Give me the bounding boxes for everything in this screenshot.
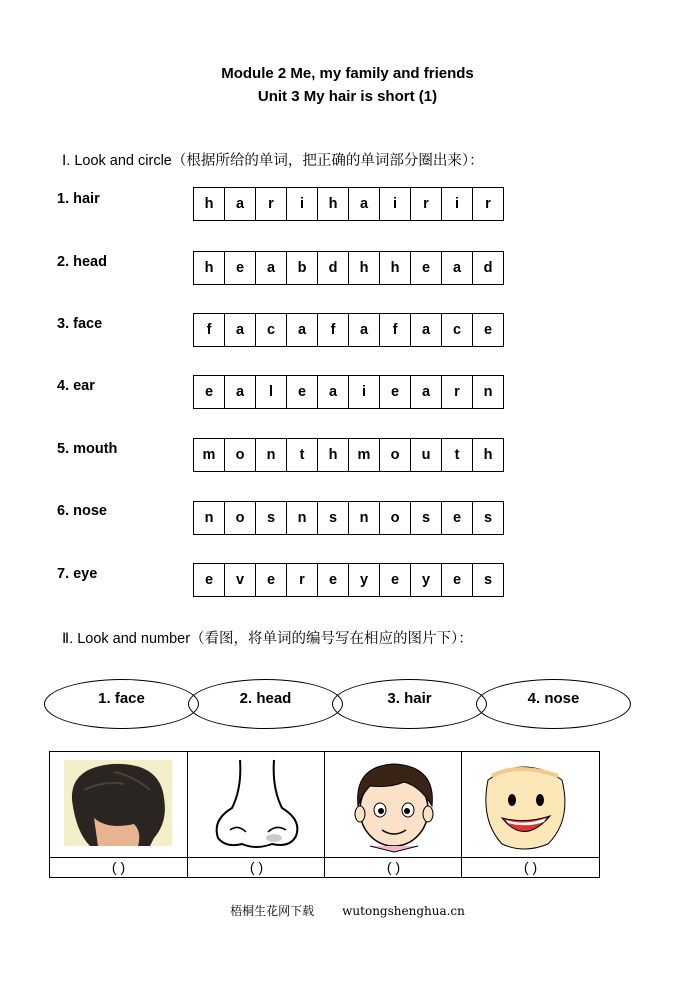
letter-grid: [193, 187, 504, 221]
section1-heading: Ⅰ. Look and circle（根据所给的单词，把正确的单词部分圈出来）：: [62, 153, 484, 169]
letter-grid: [193, 438, 504, 472]
letter-cell[interactable]: s: [473, 564, 504, 596]
word-oval-face: 1. face: [44, 679, 199, 729]
vocab-word: 3. face: [57, 316, 103, 332]
vocab-word: 1. hair: [57, 191, 100, 207]
letter-cell[interactable]: n: [256, 439, 287, 471]
section2-heading: Ⅱ. Look and number（看图，将单词的编号写在相应的图片下）：: [62, 631, 473, 647]
picture-table: [49, 751, 600, 878]
boy-face-image: [340, 758, 448, 854]
letter-cell[interactable]: h: [380, 252, 411, 284]
letter-cell[interactable]: d: [473, 252, 504, 284]
letter-cell[interactable]: o: [225, 439, 256, 471]
letter-cell[interactable]: l: [256, 376, 287, 408]
answer-row-divider: [50, 857, 599, 858]
worksheet-title: Module 2 Me, my family and friends: [221, 65, 474, 82]
letter-cell[interactable]: e: [318, 564, 349, 596]
letter-cell[interactable]: e: [380, 564, 411, 596]
hair-back-of-head-image: [64, 760, 172, 846]
letter-cell[interactable]: n: [194, 502, 225, 534]
letter-cell[interactable]: a: [318, 376, 349, 408]
letter-cell[interactable]: e: [380, 376, 411, 408]
vocab-word: 5. mouth: [57, 441, 118, 457]
letter-cell[interactable]: h: [318, 188, 349, 220]
letter-cell[interactable]: c: [256, 314, 287, 346]
letter-grid: [193, 251, 504, 285]
answer-blank-1[interactable]: ( ): [111, 859, 126, 875]
letter-cell[interactable]: f: [194, 314, 225, 346]
letter-cell[interactable]: d: [318, 252, 349, 284]
footer-source: 梧桐生花网下载: [230, 904, 315, 918]
letter-cell[interactable]: a: [287, 314, 318, 346]
letter-cell[interactable]: e: [256, 564, 287, 596]
letter-cell[interactable]: a: [225, 314, 256, 346]
vocab-word: 6. nose: [57, 503, 107, 519]
footer: [0, 902, 695, 919]
letter-cell[interactable]: r: [442, 376, 473, 408]
letter-cell[interactable]: i: [287, 188, 318, 220]
letter-cell[interactable]: a: [349, 188, 380, 220]
letter-cell[interactable]: y: [349, 564, 380, 596]
letter-cell[interactable]: c: [442, 314, 473, 346]
letter-cell[interactable]: s: [473, 502, 504, 534]
footer-url: wutongshenghua.cn: [342, 904, 465, 918]
letter-cell[interactable]: i: [380, 188, 411, 220]
letter-cell[interactable]: e: [442, 564, 473, 596]
letter-cell[interactable]: r: [287, 564, 318, 596]
letter-cell[interactable]: m: [349, 439, 380, 471]
letter-cell[interactable]: h: [473, 439, 504, 471]
letter-grid: [193, 375, 504, 409]
letter-cell[interactable]: u: [411, 439, 442, 471]
letter-cell[interactable]: m: [194, 439, 225, 471]
letter-cell[interactable]: f: [380, 314, 411, 346]
smiling-face-image: [478, 760, 570, 852]
letter-cell[interactable]: r: [473, 188, 504, 220]
letter-cell[interactable]: h: [194, 188, 225, 220]
word-oval-nose: 4. nose: [476, 679, 631, 729]
letter-cell[interactable]: s: [318, 502, 349, 534]
answer-blank-2[interactable]: ( ): [249, 859, 264, 875]
letter-cell[interactable]: a: [349, 314, 380, 346]
letter-cell[interactable]: e: [473, 314, 504, 346]
letter-cell[interactable]: y: [411, 564, 442, 596]
letter-cell[interactable]: i: [442, 188, 473, 220]
letter-cell[interactable]: a: [442, 252, 473, 284]
letter-grid: [193, 563, 504, 597]
letter-cell[interactable]: a: [256, 252, 287, 284]
letter-cell[interactable]: h: [318, 439, 349, 471]
letter-cell[interactable]: s: [411, 502, 442, 534]
letter-cell[interactable]: e: [442, 502, 473, 534]
letter-grid: [193, 501, 504, 535]
answer-blank-3[interactable]: ( ): [386, 859, 401, 875]
letter-cell[interactable]: v: [225, 564, 256, 596]
letter-cell[interactable]: o: [225, 502, 256, 534]
letter-cell[interactable]: r: [411, 188, 442, 220]
letter-cell[interactable]: e: [411, 252, 442, 284]
letter-cell[interactable]: o: [380, 439, 411, 471]
letter-cell[interactable]: t: [287, 439, 318, 471]
letter-cell[interactable]: o: [380, 502, 411, 534]
letter-cell[interactable]: a: [225, 376, 256, 408]
word-oval-hair: 3. hair: [332, 679, 487, 729]
letter-grid: [193, 313, 504, 347]
letter-cell[interactable]: n: [473, 376, 504, 408]
letter-cell[interactable]: s: [256, 502, 287, 534]
worksheet-subtitle: Unit 3 My hair is short (1): [257, 88, 438, 105]
vocab-word: 4. ear: [57, 378, 95, 394]
letter-cell[interactable]: i: [349, 376, 380, 408]
letter-cell[interactable]: b: [287, 252, 318, 284]
letter-cell[interactable]: e: [225, 252, 256, 284]
letter-cell[interactable]: h: [349, 252, 380, 284]
word-oval-head: 2. head: [188, 679, 343, 729]
letter-cell[interactable]: a: [225, 188, 256, 220]
letter-cell[interactable]: n: [349, 502, 380, 534]
answer-blank-4[interactable]: ( ): [523, 859, 538, 875]
letter-cell[interactable]: r: [256, 188, 287, 220]
vocab-word: 2. head: [57, 254, 107, 270]
nose-image: [202, 758, 312, 850]
letter-cell[interactable]: e: [194, 564, 225, 596]
letter-cell[interactable]: a: [411, 376, 442, 408]
vocab-word: 7. eye: [57, 566, 98, 582]
letter-cell[interactable]: e: [287, 376, 318, 408]
letter-cell[interactable]: a: [411, 314, 442, 346]
letter-cell[interactable]: e: [194, 376, 225, 408]
letter-cell[interactable]: f: [318, 314, 349, 346]
letter-cell[interactable]: t: [442, 439, 473, 471]
letter-cell[interactable]: n: [287, 502, 318, 534]
letter-cell[interactable]: h: [194, 252, 225, 284]
